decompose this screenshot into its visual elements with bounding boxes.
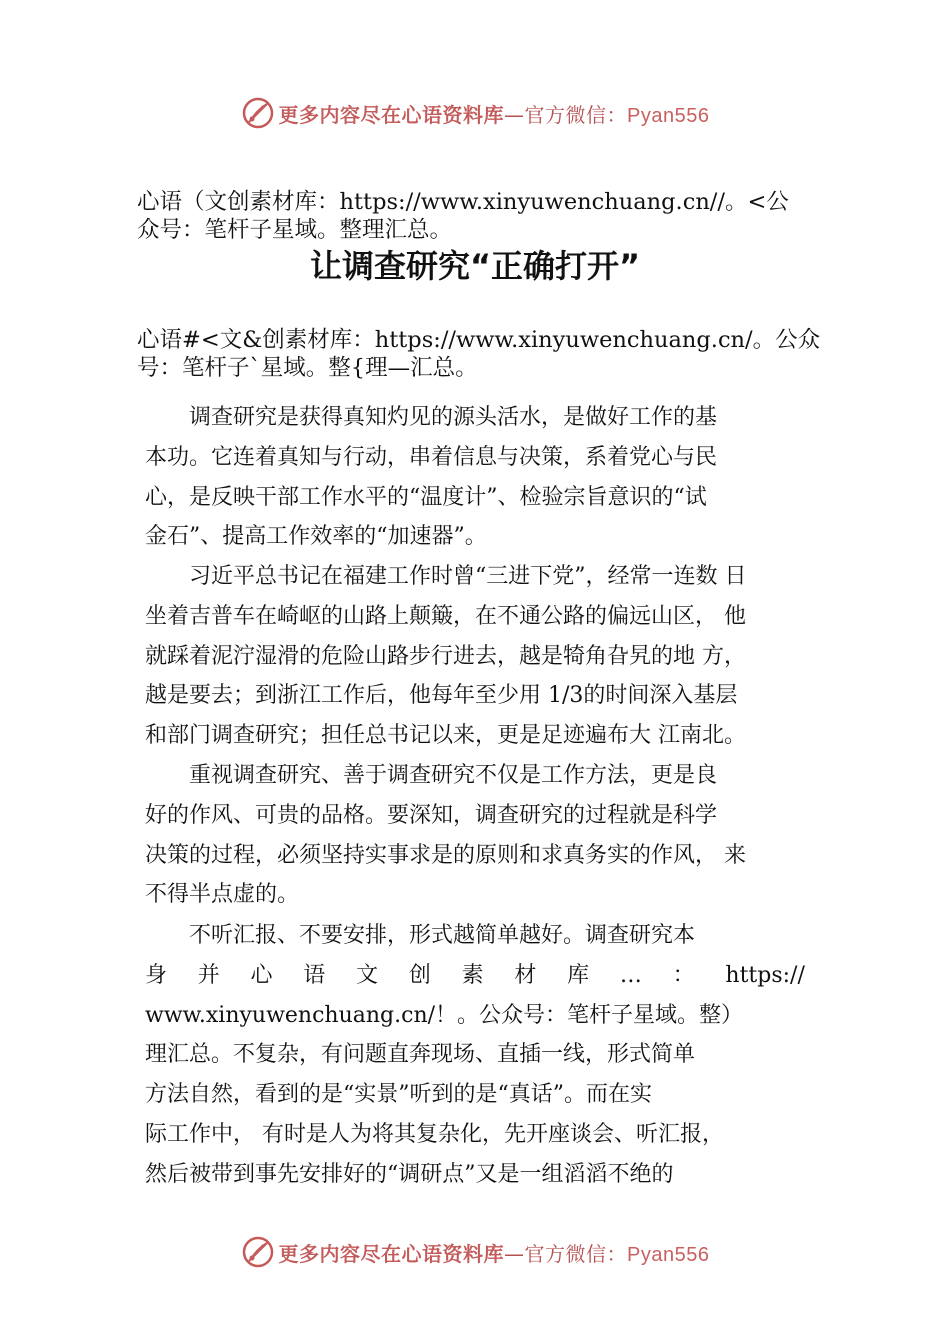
paragraph-line: 方法自然，看到的是“实景”听到的是“真话”。而在实 (145, 1082, 652, 1108)
header-note-2-line: 心语#<文&创素材库：https://www.xinyuwenchuang.cn/。公众 (137, 327, 821, 353)
paragraph-line: 不得半点虚的。 (145, 882, 300, 908)
spread-char: ： (672, 962, 695, 988)
paragraph-line: 心，是反映干部工作水平的“温度计”、检验宗旨意识的“试 (145, 484, 707, 510)
header-note-2 (137, 326, 820, 382)
paragraph-line: 决策的过程，必须坚持实事求是的原则和求真务实的作风， 来 (145, 842, 746, 868)
banner-wechat-id: Pyan556 (627, 1243, 710, 1266)
spread-char: 身 (145, 962, 168, 988)
spread-char: 并 (197, 962, 220, 988)
paragraph-line: 然后被带到事先安排好的“调研点”又是一组滔滔不绝的 (145, 1161, 674, 1187)
paragraph-line: 不听汇报、不要安排，形式越简单越好。调查研究本 (145, 923, 696, 948)
paragraph-line: 习近平总书记在福建工作时曾“三进下党”，经常一连数 日 (145, 564, 747, 589)
banner-wechat-id: Pyan556 (627, 104, 710, 127)
spread-char: 素 (461, 962, 484, 988)
paragraph-line: 理汇总。不复杂，有问题直奔现场、直插一线，形式简单 (145, 1042, 696, 1068)
banner-main-text: 更多内容尽在心语资料库 (278, 1241, 505, 1266)
paragraph-line: 和部门调查研究；担任总书记以来，更是足迹遍布大 江南北。 (145, 723, 746, 749)
paragraph-line: 坐着吉普车在崎岖的山路上颠簸，在不通公路的偏远山区， 他 (145, 603, 746, 629)
paragraph-line: 重视调查研究、善于调查研究不仅是工作方法，更是良 (145, 763, 718, 788)
paragraph-line: 就踩着泥泞湿滑的危险山路步行进去，越是犄角旮旯的地 方， (145, 643, 746, 669)
paragraph-line: 际工作中， 有时是人为将其复杂化，先开座谈会、听汇报， (145, 1121, 724, 1147)
paragraph-line: 本功。它连着真知与行动，串着信息与决策，系着党心与民 (145, 444, 718, 470)
paragraph-line: 金石”、提高工作效率的“加速器”。 (145, 524, 487, 550)
spread-char: … (619, 962, 642, 988)
quill-logo-icon (241, 96, 275, 130)
spread-char: 心 (250, 962, 273, 988)
paragraph-line: 越是要去；到浙江工作后，他每年至少用 1/3的时间深入基层 (145, 683, 738, 709)
footer-banner (0, 1232, 950, 1272)
header-note-1-line: 众号：笔杆子星域。整理汇总。 (137, 217, 453, 243)
banner-text (279, 99, 710, 128)
banner-text (279, 1238, 710, 1267)
quill-logo-icon (241, 1235, 275, 1269)
header-banner (0, 93, 950, 133)
spread-char: 文 (356, 962, 379, 988)
banner-sub-text: 官方微信： (524, 1241, 628, 1266)
article-title: 让调查研究“正确打开” (309, 247, 641, 285)
spread-char: https:// (725, 962, 805, 988)
banner-dash: — (504, 1241, 525, 1266)
header-note-2-line: 号：笔杆子`星域。整{理—汇总。 (137, 355, 478, 381)
paragraph-2 (145, 557, 747, 756)
paragraph-1 (145, 398, 717, 557)
paragraph-line: 好的作风、可贵的品格。要深知，调查研究的过程就是科学 (145, 802, 718, 828)
spread-char: 库 (567, 962, 590, 988)
paragraph-4 (145, 916, 805, 1195)
spread-char: 材 (514, 962, 537, 988)
banner-sub-text: 官方微信： (524, 102, 628, 127)
spread-char: 创 (408, 962, 431, 988)
paragraph-3 (145, 756, 746, 915)
spread-char: 语 (303, 962, 326, 988)
banner-dash: — (504, 102, 525, 127)
paragraph-spread-line (145, 956, 805, 996)
paragraph-line: 调查研究是获得真知灼见的源头活水，是做好工作的基 (145, 405, 718, 430)
paragraph-line: www.xinyuwenchuang.cn/！。公众号：笔杆子星域。整） (145, 1002, 744, 1028)
header-note-1-line: 心语（文创素材库：https://www.xinyuwenchuang.cn//。<公 (137, 189, 789, 215)
header-note-1 (137, 188, 789, 244)
banner-main-text: 更多内容尽在心语资料库 (278, 102, 505, 127)
